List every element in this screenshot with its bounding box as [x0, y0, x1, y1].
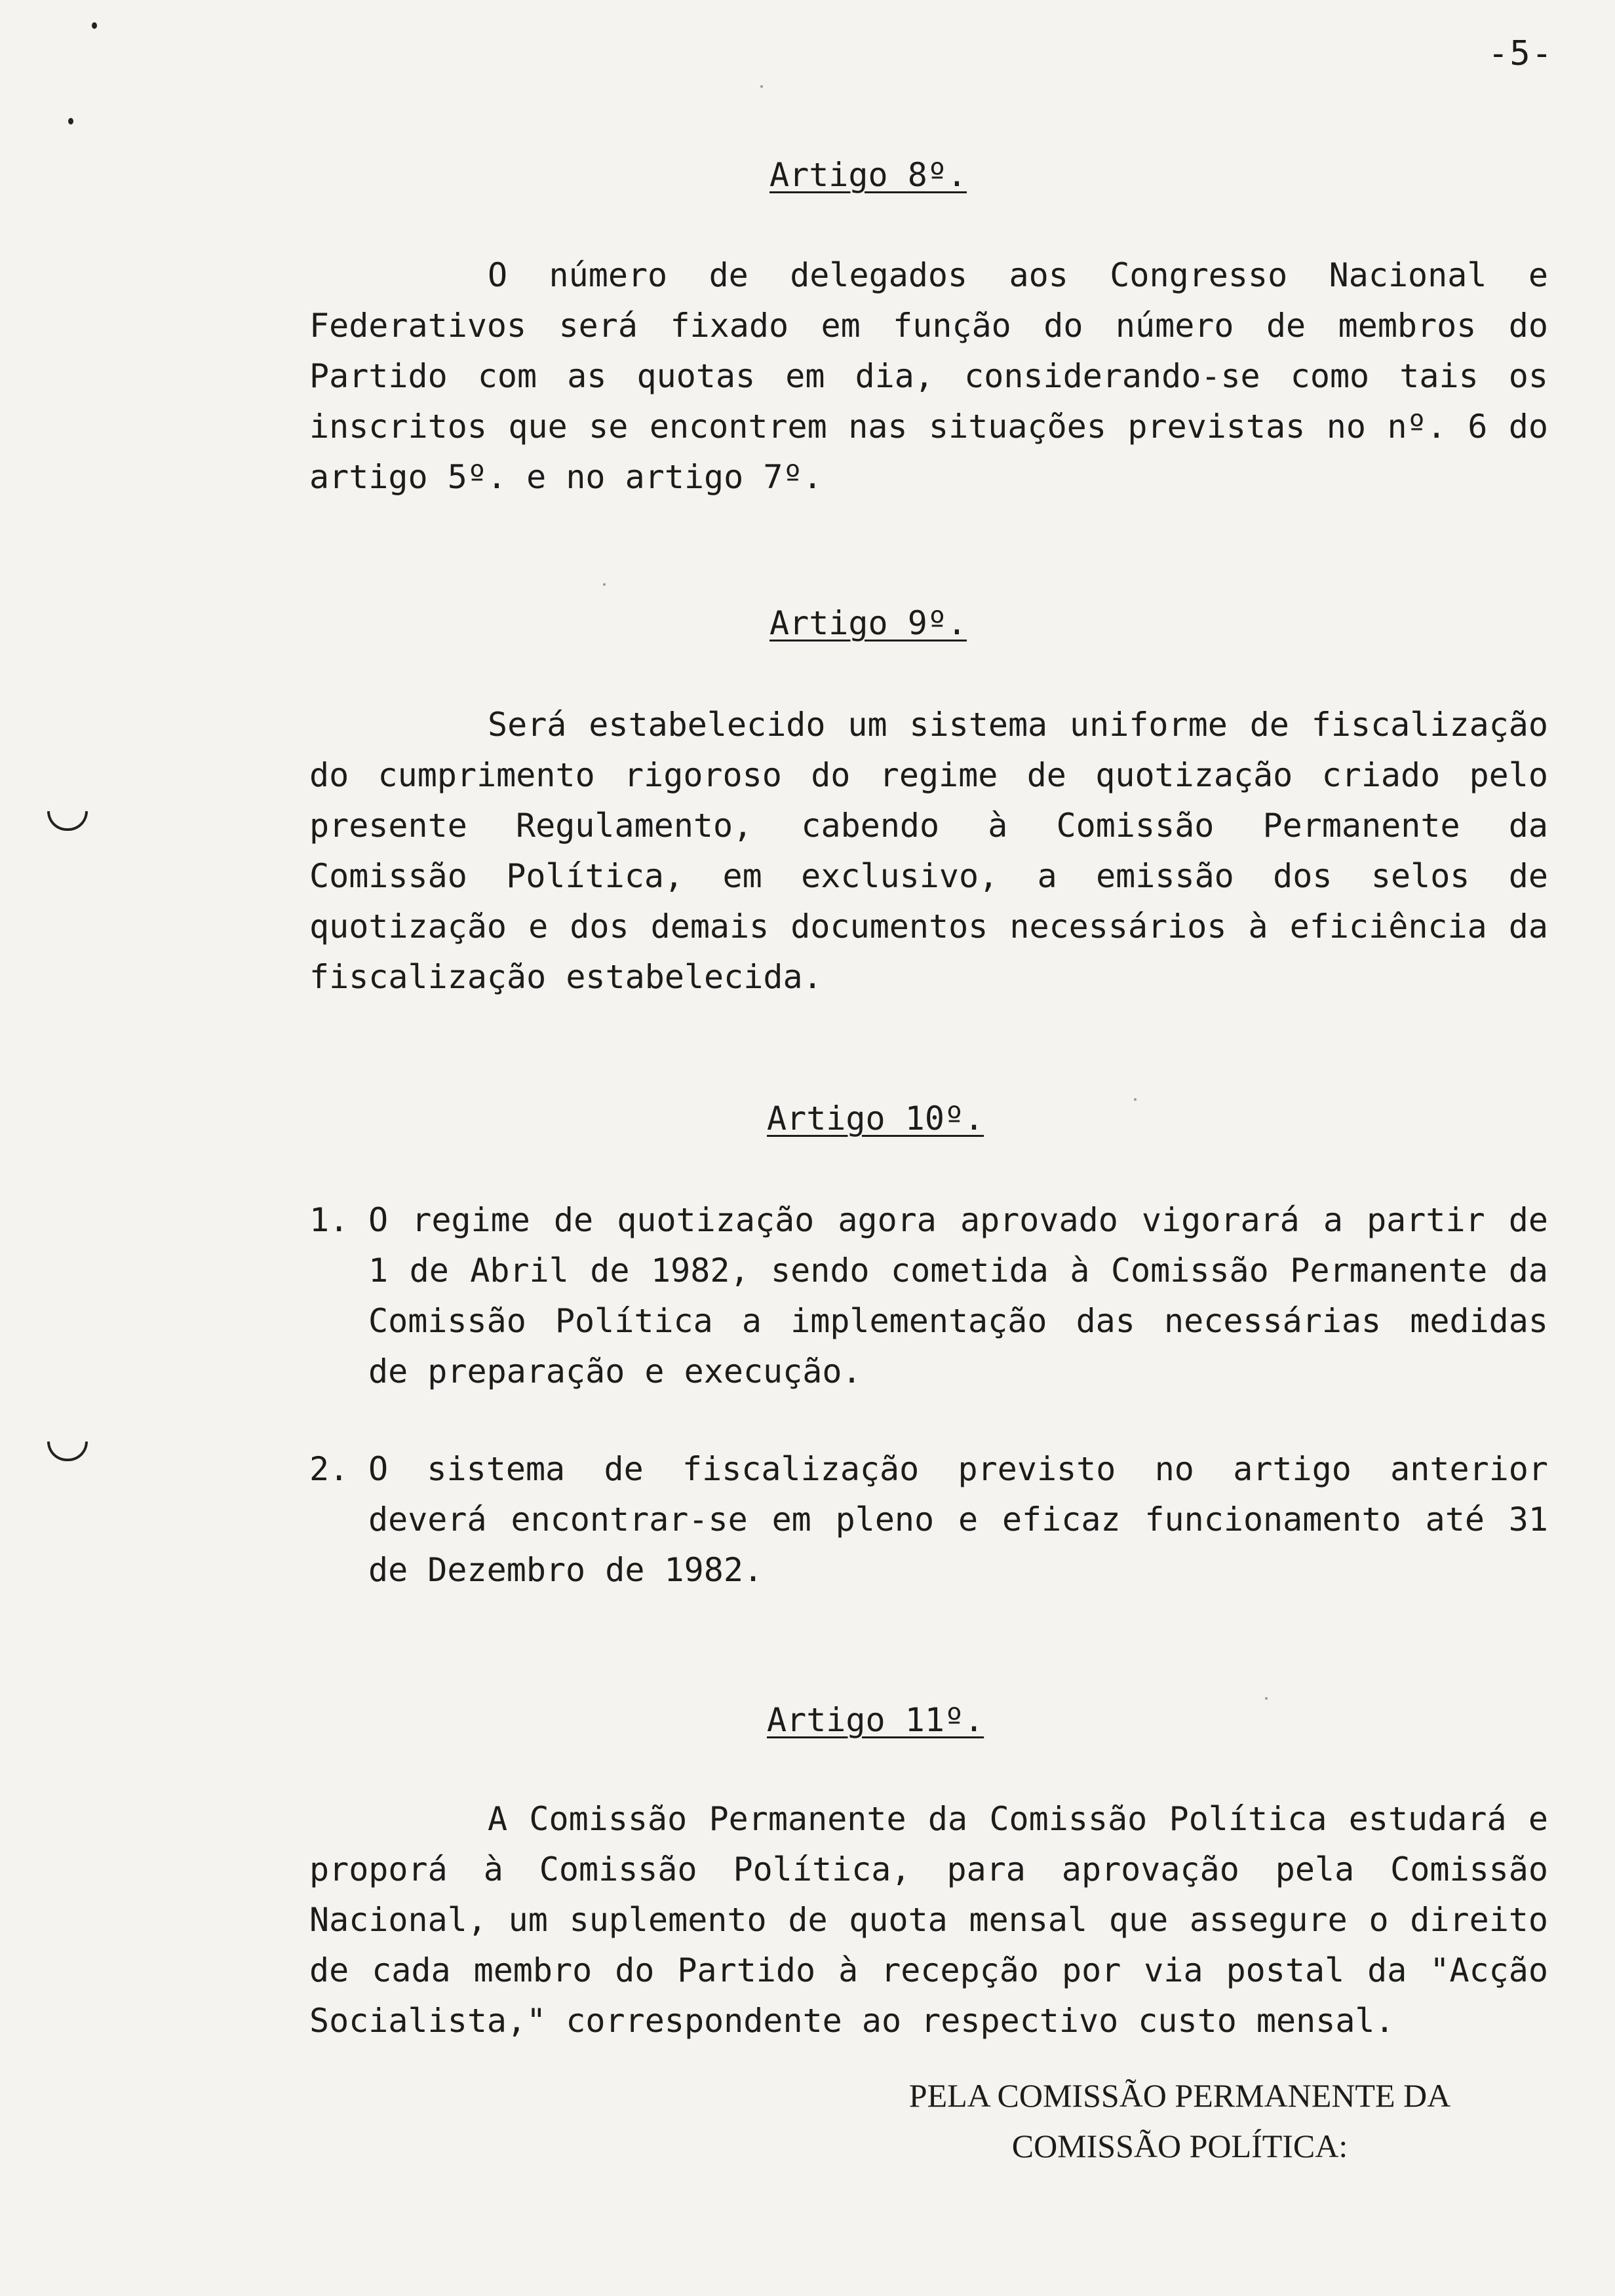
punch-mark — [92, 22, 97, 29]
punch-mark — [68, 118, 73, 124]
speck — [603, 583, 606, 586]
list-item — [309, 1195, 1548, 1397]
article-paragraph — [309, 1794, 1548, 2046]
article-heading: Artigo 9º. — [769, 604, 967, 642]
binder-hole-mark — [47, 1442, 88, 1461]
item-text: O regime de quotização agora aprovado vigorará a partir de 1 de Abril de 1982, sendo cometida à Comissão Permanente da Comissão Política a implementação das necessárias medidas de preparação e execução. — [368, 1201, 1548, 1390]
article-paragraph — [309, 700, 1548, 1003]
paragraph-text: Será estabelecido um sistema uniforme de fiscalização do cumprimento rigoroso do regime de quotização criado pelo presente Regulamento, cabendo à Comissão Permanente da Comissão Política, em exclusivo, a emissão dos selos de quotização e dos demais documentos necessários à eficiência da fiscalização estabelecida. — [309, 706, 1548, 996]
article-heading: Artigo 10º. — [767, 1100, 984, 1138]
item-number: 2. — [309, 1450, 349, 1488]
item-text: O sistema de fiscalização previsto no artigo anterior deverá encontrar-se em pleno e eficaz funcionamento até 31 de Dezembro de 1982. — [368, 1450, 1548, 1589]
speck — [1265, 1697, 1268, 1700]
binder-hole-mark — [47, 811, 88, 831]
article-paragraph — [309, 250, 1548, 503]
article-heading: Artigo 11º. — [767, 1701, 984, 1739]
signature-block — [898, 2071, 1462, 2172]
paragraph-text: O número de delegados aos Congresso Nacional e Federativos será fixado em função do número de membros do Partido com as quotas em dia, considerando-se como tais os inscritos que se encontrem nas situações previstas no nº. 6 do artigo 5º. e no artigo 7º. — [309, 256, 1548, 496]
list-item — [309, 1444, 1548, 1596]
signature-line: COMISSÃO POLÍTICA: — [1011, 2128, 1348, 2164]
item-number: 1. — [309, 1201, 349, 1239]
article-heading: Artigo 8º. — [769, 156, 967, 194]
speck — [760, 85, 763, 88]
signature-line: PELA COMISSÃO PERMANENTE DA — [908, 2077, 1451, 2114]
page-number: -5- — [1488, 34, 1553, 73]
speck — [1134, 1098, 1137, 1101]
paragraph-text: A Comissão Permanente da Comissão Política estudará e proporá à Comissão Política, para aprovação pela Comissão Nacional, um suplemento de quota mensal que assegure o direito de cada membro do Partido à recepção por via postal da "Acção Socialista," correspondente ao respectivo custo mensal. — [309, 1800, 1548, 2040]
